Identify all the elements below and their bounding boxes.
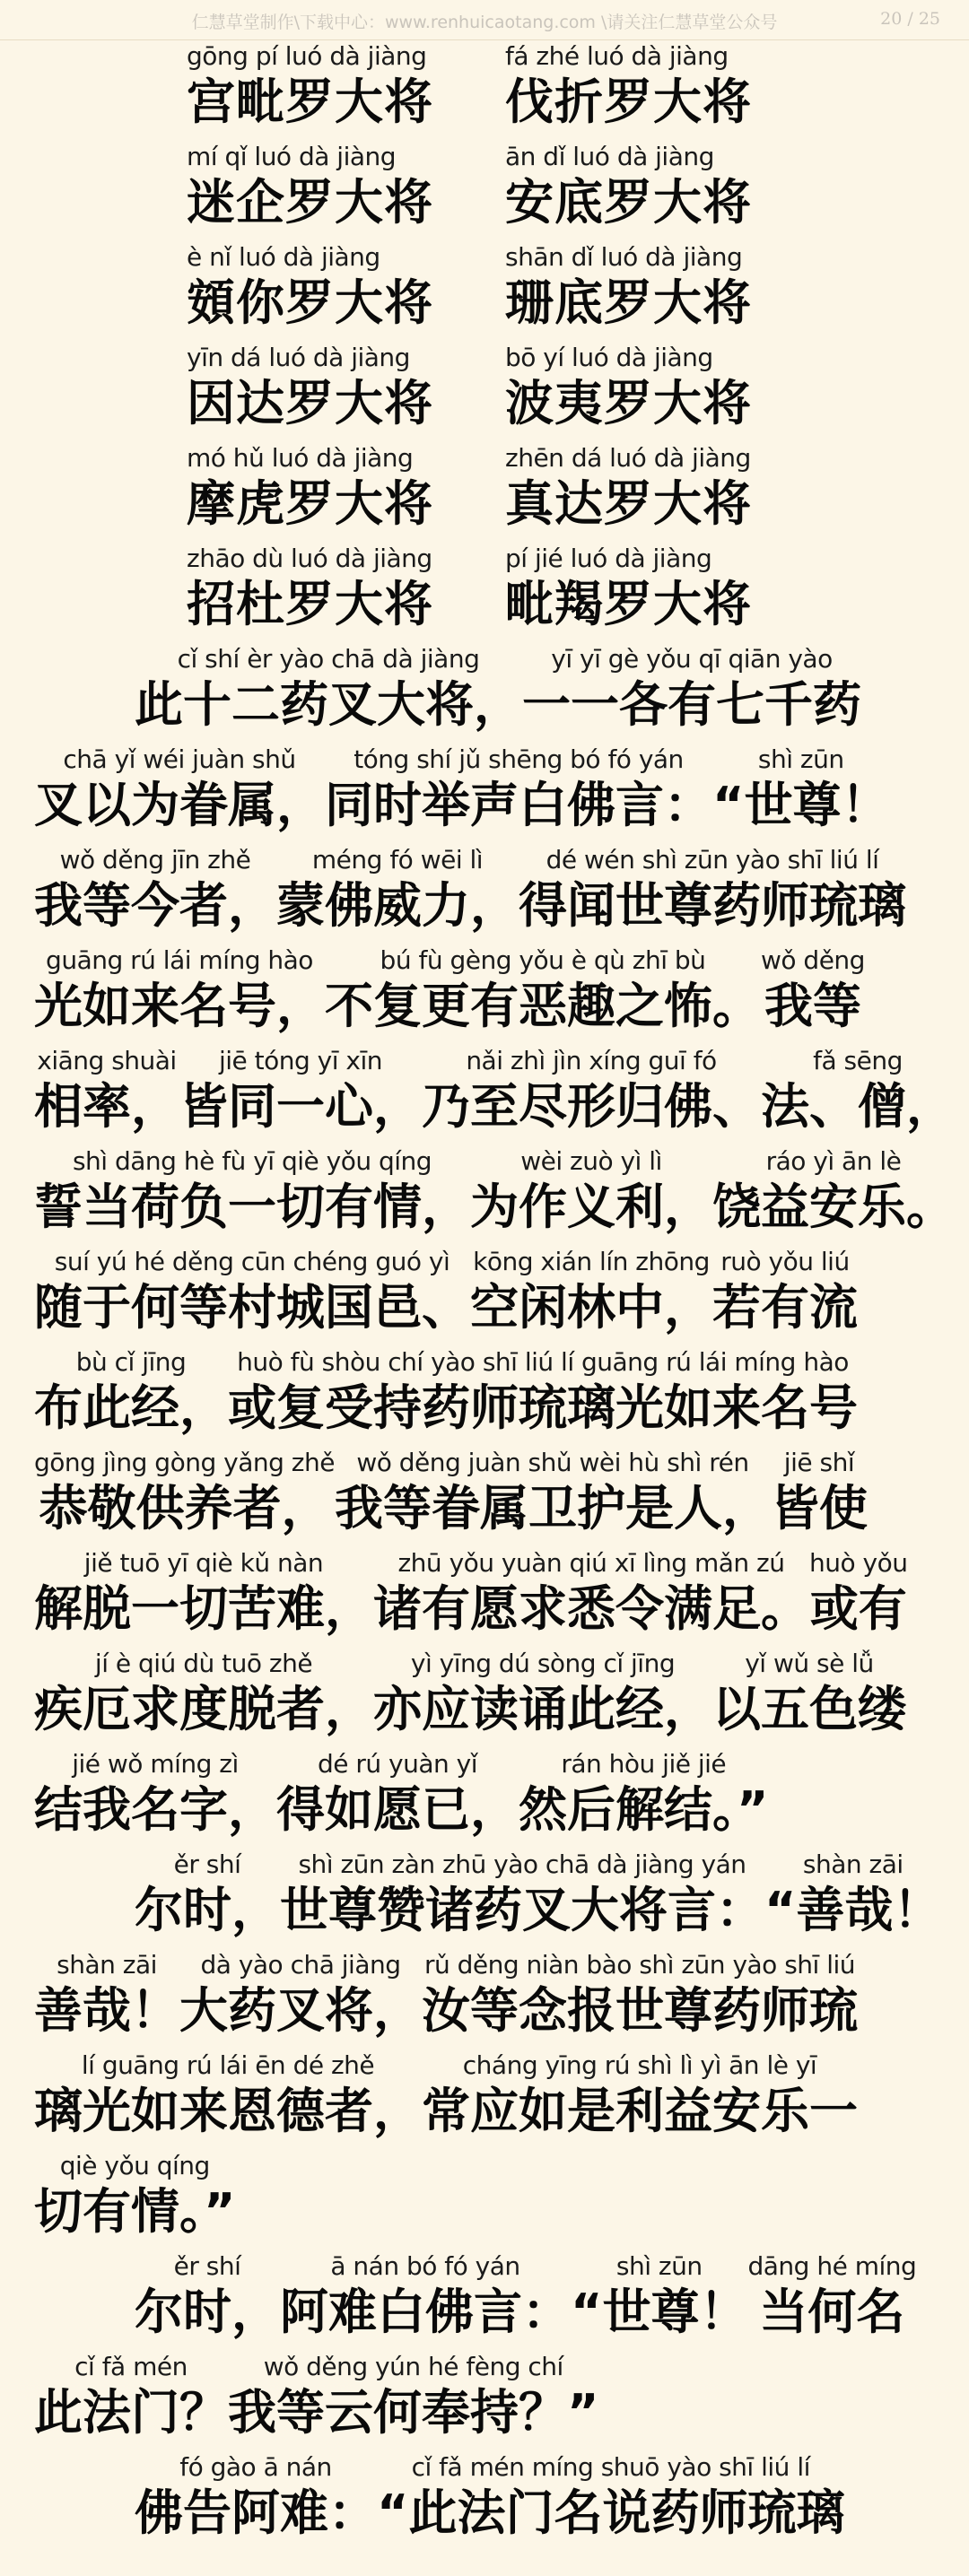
pinyin-annotation: dé rú yuàn yǐ: [317, 1749, 478, 1779]
pinyin-annotation: fá zhé luó dà jiàng: [505, 41, 729, 71]
pinyin-annotation: ān dǐ luó dà jiàng: [505, 142, 714, 171]
pinyin-annotation: nǎi zhì jìn xíng guī fó: [466, 1046, 717, 1075]
chinese-text: “善哉！: [764, 1882, 942, 1938]
pinyin-annotation: jiě tuō yī qiè kǔ nàn: [83, 1548, 324, 1578]
generals-list: [34, 40, 969, 643]
text-line: [34, 1949, 969, 2049]
chinese-text: 真达罗大将: [505, 475, 752, 532]
chinese-text: 汝等念报世尊药师琉: [422, 1982, 858, 2039]
phrase: [276, 1748, 519, 1840]
chinese-text: 宫毗罗大将: [187, 74, 433, 130]
phrase: [373, 1648, 712, 1739]
pinyin-annotation: shì zūn zàn zhū yào chā dà jiàng yán: [298, 1849, 746, 1879]
phrase: [771, 1447, 868, 1538]
general-name-right: [505, 442, 824, 543]
chinese-text: 阿难白佛言：: [280, 2284, 571, 2340]
phrase: [280, 1849, 764, 1940]
pinyin-annotation: gōng pí luó dà jiàng: [187, 41, 427, 71]
chinese-text: 得如愿已，: [276, 1781, 519, 1838]
chinese-text: 蒙佛威力，: [276, 877, 519, 934]
chinese-text: 此十二药叉大将，: [135, 676, 522, 733]
phrase: [761, 1045, 955, 1136]
pinyin-annotation: fó gào ā nán: [179, 2452, 332, 2482]
phrase: [422, 2049, 858, 2141]
chinese-text: 毗羯罗大将: [505, 576, 752, 632]
phrase: [280, 2250, 571, 2342]
chinese-text: 诸有愿求悉令满足。: [373, 1580, 809, 1637]
phrase: [179, 1045, 422, 1136]
general-name-left: [187, 543, 505, 643]
pinyin-annotation: xiāng shuài: [37, 1046, 177, 1075]
text-line: [34, 744, 969, 844]
chinese-text: 布此经，: [34, 1379, 228, 1436]
phrase: [34, 1045, 179, 1136]
chinese-text: 皆同一心，: [179, 1078, 422, 1135]
pinyin-annotation: gōng jìng gòng yǎng zhě: [34, 1448, 335, 1477]
pinyin-annotation: cǐ fǎ mén míng shuō yào shī liú lí: [411, 2452, 810, 2482]
pinyin-annotation: dà yào chā jiàng: [200, 1950, 401, 1980]
chinese-text: 然后解结。”: [519, 1781, 769, 1838]
pinyin-annotation: dé wén shì zūn yào shī liú lí: [546, 845, 879, 875]
phrase: [519, 1748, 769, 1840]
pinyin-annotation: cǐ shí èr yào chā dà jiàng: [177, 644, 480, 674]
pinyin-annotation: chā yǐ wéi juàn shǔ: [63, 744, 296, 774]
phrase: [34, 1547, 373, 1639]
chinese-text: 疾厄求度脱者，: [34, 1681, 373, 1737]
chinese-text: 尔时，: [135, 1882, 280, 1938]
pinyin-annotation: shān dǐ luó dà jiàng: [505, 242, 743, 272]
text-line: [34, 1748, 969, 1849]
chinese-text: 我等今者，: [34, 877, 276, 934]
phrase: [470, 1145, 712, 1237]
header-watermark-text: 仁慧草堂制作\下载中心：www.renhuicaotang.com \请关注仁慧草堂公众号: [191, 13, 778, 32]
text-line: [34, 1447, 969, 1547]
chinese-text: 珊底罗大将: [505, 274, 752, 331]
pinyin-annotation: méng fó wēi lì: [311, 845, 484, 875]
pinyin-annotation: guāng rú lái míng hào: [46, 945, 313, 975]
chinese-text: 摩虎罗大将: [187, 475, 433, 532]
general-name-left: [187, 342, 505, 442]
phrase: [34, 1648, 373, 1739]
phrase: [34, 2150, 236, 2241]
chinese-text: 安底罗大将: [505, 174, 752, 231]
pinyin-annotation: rǔ děng niàn bào shì zūn yào shī liú: [423, 1950, 856, 1980]
text-line: [34, 1145, 969, 1246]
general-row: [34, 342, 969, 442]
pinyin-annotation: yī yī gè yǒu qī qiān yào: [551, 644, 833, 674]
phrase: [712, 1246, 858, 1337]
chinese-text: 大药叉将，: [179, 1982, 422, 2039]
pinyin-annotation: è nǐ luó dà jiàng: [187, 242, 380, 272]
chinese-text: 佛告阿难：: [135, 2485, 377, 2541]
phrase: [34, 744, 325, 835]
pinyin-annotation: ruò yǒu liú: [720, 1247, 850, 1276]
chinese-text: 皆使: [770, 1480, 868, 1536]
general-row: [34, 141, 969, 241]
phrase: [373, 1547, 809, 1639]
chinese-text: 当何名: [759, 2284, 905, 2340]
chinese-text: 因达罗大将: [187, 375, 433, 431]
chinese-text: 伐折罗大将: [505, 74, 752, 130]
pinyin-annotation: ráo yì ān lè: [765, 1146, 902, 1176]
phrase: [335, 1447, 771, 1538]
chinese-text: 頞你罗大将: [187, 274, 433, 331]
text-line: [34, 2049, 969, 2150]
pinyin-annotation: cháng yīng rú shì lì yì ān lè yī: [462, 2050, 817, 2080]
chinese-text: 璃光如来恩德者，: [34, 2083, 422, 2139]
pinyin-annotation: jié wǒ míng zì: [72, 1749, 239, 1779]
text-line: [34, 2250, 969, 2351]
pinyin-annotation: bú fù gèng yǒu è qù zhī bù: [380, 945, 706, 975]
general-name-right: [505, 543, 824, 643]
phrase: [34, 1145, 470, 1237]
chinese-text: 解脱一切苦难，: [34, 1580, 373, 1637]
pinyin-annotation: mó hǔ luó dà jiàng: [187, 443, 414, 473]
chinese-text: 我等: [764, 978, 861, 1034]
pinyin-annotation: dāng hé míng: [747, 2251, 917, 2281]
chinese-text: 善哉！: [34, 1982, 179, 2039]
chinese-text: 常应如是利益安乐一: [422, 2083, 858, 2139]
phrase: [422, 1045, 761, 1136]
chinese-text: 世尊赞诸药叉大将言：: [280, 1882, 764, 1938]
chinese-text: 尔时，: [135, 2284, 280, 2340]
chinese-text: 为作义利，: [470, 1179, 712, 1235]
pinyin-annotation: shì zūn: [757, 744, 844, 774]
general-name-right: [505, 342, 824, 442]
text-line: [34, 2451, 969, 2552]
chinese-text: 相率，: [34, 1078, 179, 1135]
chinese-text: 或复受持药师琉璃光如来名号: [228, 1379, 858, 1436]
phrase: [571, 2250, 748, 2342]
text-line: [34, 1849, 969, 1949]
phrase: [34, 1949, 179, 2041]
phrase: [522, 643, 861, 735]
pinyin-annotation: rán hòu jiě jié: [561, 1749, 727, 1779]
pinyin-annotation: yǐ wǔ sè lǚ: [745, 1649, 874, 1678]
chinese-text: 一一各有七千药: [522, 676, 861, 733]
phrase: [34, 944, 325, 1036]
phrase: [34, 1346, 228, 1438]
chinese-text: 叉以为眷属，: [34, 777, 325, 833]
pinyin-annotation: wǒ děng yún hé fèng chí: [263, 2352, 563, 2381]
chinese-text: 切有情。”: [34, 2183, 236, 2240]
phrase: [712, 1648, 906, 1739]
pinyin-annotation: wǒ děng juàn shǔ wèi hù shì rén: [356, 1448, 749, 1477]
chinese-text: 随于何等村城国邑、: [34, 1279, 470, 1336]
pinyin-annotation: ěr shí: [173, 2251, 241, 2281]
text-line: [34, 643, 969, 744]
phrase: [135, 1849, 280, 1940]
chinese-text: 若有流: [712, 1279, 858, 1336]
phrase: [470, 1246, 712, 1337]
chinese-text: 迷企罗大将: [187, 174, 433, 231]
page-header: [0, 0, 969, 40]
page-number: 20 / 25: [880, 9, 940, 29]
pinyin-annotation: jiē tóng yī xīn: [218, 1046, 383, 1075]
chinese-text: 以五色缕: [712, 1681, 906, 1737]
chinese-text: “世尊！: [571, 2284, 748, 2340]
chinese-text: 此法门？: [34, 2384, 228, 2441]
chinese-text: 我等云何奉持？”: [228, 2384, 599, 2441]
pinyin-annotation: ā nán bó fó yán: [330, 2251, 520, 2281]
pinyin-annotation: ěr shí: [173, 1849, 241, 1879]
general-name-left: [187, 40, 505, 141]
pinyin-annotation: shì dāng hè fù yī qiè yǒu qíng: [72, 1146, 432, 1176]
phrase: [377, 2451, 845, 2543]
pinyin-annotation: qiè yǒu qíng: [59, 2151, 210, 2180]
phrase: [761, 944, 865, 1036]
pinyin-annotation: suí yú hé děng cūn chéng guó yì: [54, 1247, 450, 1276]
phrase: [135, 2250, 280, 2342]
text-line: [34, 1547, 969, 1648]
general-name-left: [187, 442, 505, 543]
general-name-right: [505, 40, 824, 141]
text-line: [34, 1648, 969, 1748]
general-name-right: [505, 241, 824, 342]
pinyin-annotation: bō yí luó dà jiàng: [505, 343, 713, 372]
phrase: [34, 1447, 335, 1538]
phrase: [422, 1949, 858, 2041]
chinese-text: 我等眷属卫护是人，: [334, 1480, 771, 1536]
phrase: [325, 944, 761, 1036]
chinese-text: 法、僧，: [761, 1078, 955, 1135]
chinese-text: 不复更有恶趣之怖。: [325, 978, 761, 1034]
sutra-paragraphs: [34, 643, 969, 2552]
text-line: [34, 1246, 969, 1346]
sutra-page: [0, 40, 969, 2552]
chinese-text: 光如来名号，: [34, 978, 325, 1034]
pinyin-annotation: fǎ sēng: [813, 1046, 903, 1075]
chinese-text: 饶益安乐。: [712, 1179, 955, 1235]
chinese-text: 招杜罗大将: [187, 576, 433, 632]
phrase: [34, 2049, 422, 2141]
chinese-text: 恭敬供养者，: [39, 1480, 330, 1536]
phrase: [135, 2451, 377, 2543]
text-line: [34, 2351, 969, 2451]
text-line: [34, 1346, 969, 1447]
phrase: [325, 744, 712, 835]
general-row: [34, 241, 969, 342]
phrase: [712, 1145, 955, 1237]
general-row: [34, 40, 969, 141]
phrase: [764, 1849, 942, 1940]
text-line: [34, 1045, 969, 1145]
chinese-text: 或有: [809, 1580, 907, 1637]
pinyin-annotation: bù cǐ jīng: [75, 1347, 187, 1377]
text-line: [34, 2150, 969, 2250]
chinese-text: 波夷罗大将: [505, 375, 752, 431]
phrase: [809, 1547, 907, 1639]
pinyin-annotation: shàn zāi: [802, 1849, 904, 1879]
general-row: [34, 442, 969, 543]
phrase: [228, 1346, 858, 1438]
pinyin-annotation: shì zūn: [615, 2251, 703, 2281]
pinyin-annotation: zhāo dù luó dà jiàng: [187, 544, 432, 573]
pinyin-annotation: yīn dá luó dà jiàng: [187, 343, 410, 372]
pinyin-annotation: huò yǒu: [809, 1548, 908, 1578]
phrase: [748, 2250, 917, 2342]
phrase: [276, 844, 519, 936]
pinyin-annotation: wǒ děng: [761, 945, 865, 975]
pinyin-annotation: zhū yǒu yuàn qiú xī lìng mǎn zú: [397, 1548, 785, 1578]
chinese-text: 乃至尽形归佛、: [422, 1078, 761, 1135]
pinyin-annotation: pí jié luó dà jiàng: [505, 544, 712, 573]
chinese-text: 誓当荷负一切有情，: [34, 1179, 470, 1235]
pinyin-annotation: lí guāng rú lái ēn dé zhě: [81, 2050, 375, 2080]
pinyin-annotation: zhēn dá luó dà jiàng: [505, 443, 751, 473]
text-line: [34, 844, 969, 944]
pinyin-annotation: huò fù shòu chí yào shī liú lí guāng rú lái míng hào: [237, 1347, 849, 1377]
pinyin-annotation: cǐ fǎ mén: [74, 2352, 188, 2381]
chinese-text: 同时举声白佛言：: [325, 777, 712, 833]
chinese-text: “此法门名说药师琉璃: [377, 2485, 845, 2541]
chinese-text: 空闲林中，: [470, 1279, 712, 1336]
phrase: [228, 2351, 599, 2442]
phrase: [34, 2351, 228, 2442]
text-line: [34, 944, 969, 1045]
chinese-text: 结我名字，: [34, 1781, 276, 1838]
phrase: [34, 1748, 276, 1840]
phrase: [135, 643, 522, 735]
pinyin-annotation: kōng xián lín zhōng: [473, 1247, 710, 1276]
chinese-text: 亦应读诵此经，: [373, 1681, 712, 1737]
general-name-left: [187, 241, 505, 342]
chinese-text: “世尊！: [712, 777, 890, 833]
pinyin-annotation: shàn zāi: [57, 1950, 157, 1980]
pinyin-annotation: jí è qiú dù tuō zhě: [94, 1649, 313, 1678]
phrase: [34, 1246, 470, 1337]
phrase: [34, 844, 276, 936]
general-row: [34, 543, 969, 643]
phrase: [179, 1949, 422, 2041]
pinyin-annotation: jiē shǐ: [783, 1448, 855, 1477]
pinyin-annotation: tóng shí jǔ shēng bó fó yán: [354, 744, 684, 774]
general-name-left: [187, 141, 505, 241]
pinyin-annotation: wèi zuò yì lì: [520, 1146, 662, 1176]
chinese-text: 得闻世尊药师琉璃: [519, 877, 906, 934]
general-name-right: [505, 141, 824, 241]
pinyin-annotation: yì yīng dú sòng cǐ jīng: [410, 1649, 676, 1678]
pinyin-annotation: wǒ děng jīn zhě: [59, 845, 251, 875]
phrase: [519, 844, 906, 936]
pinyin-annotation: mí qǐ luó dà jiàng: [187, 142, 397, 171]
phrase: [712, 744, 890, 835]
